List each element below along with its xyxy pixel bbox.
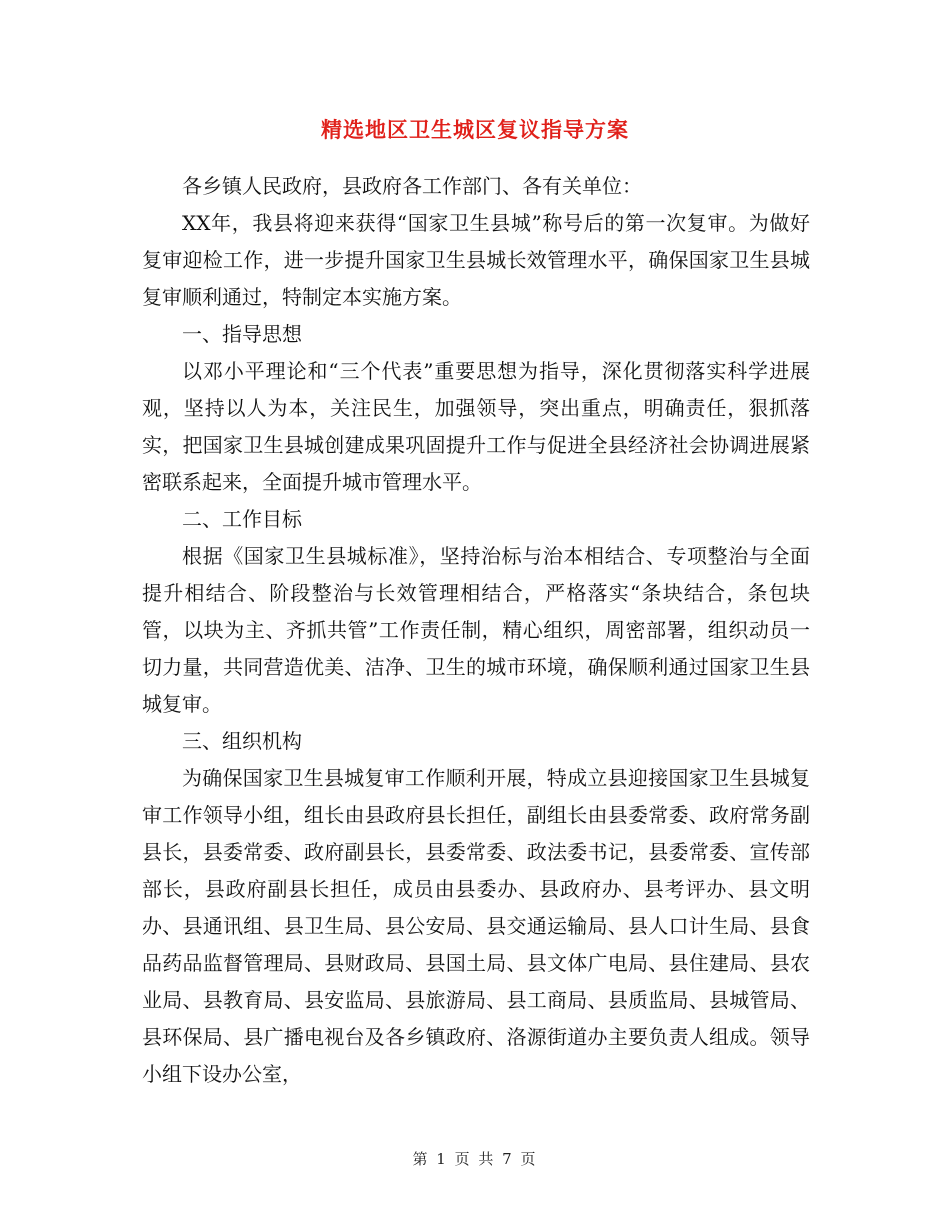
document-title: 精选地区卫生城区复议指导方案 (321, 117, 629, 142)
guiding-thought-paragraph: 以邓小平理论和“三个代表”重要思想为指导，深化贯彻落实科学进展观，坚持以人为本，关注民生，加强领导，突出重点，明确责任，狠抓落实，把国家卫生县城创建成果巩固提升工作与促进全县经济社会协调进展紧密联系起来，全面提升城市管理水平。 (142, 359, 810, 494)
document-body (142, 168, 810, 1093)
intro-paragraph: XX年，我县将迎来获得“国家卫生县城”称号后的第一次复审。为做好复审迎检工作，进一步提升国家卫生县城长效管理水平，确保国家卫生县城复审顺利通过，特制定本实施方案。 (142, 211, 810, 309)
organization-paragraph: 为确保国家卫生县城复审工作顺利开展，特成立县迎接国家卫生县城复审工作领导小组，组长由县政府县长担任，副组长由县委常委、政府常务副县长，县委常委、政府副县长，县委常委、政法委书记，县委常委、宣传部部长，县政府副县长担任，成员由县委办、县政府办、县考评办、县文明办、县通讯组、县卫生局、县公安局、县交通运输局、县人口计生局、县食品药品监督管理局、县财政局、县国土局、县文体广电局、县住建局、县农业局、县教育局、县安监局、县旅游局、县工商局、县质监局、县城管局、县环保局、县广播电视台及各乡镇政府、洛源街道办主要负责人组成。领导小组下设办公室， (142, 766, 810, 1086)
section-heading-organization: 三、组织机构 (182, 729, 302, 753)
page-number-footer: 第 1 页 共 7 页 (412, 1150, 538, 1168)
work-goals-paragraph: 根据《国家卫生县城标准》，坚持治标与治本相结合、专项整治与全面提升相结合、阶段整治与长效管理相结合，严格落实“条块结合，条包块管，以块为主、齐抓共管”工作责任制，精心组织，周密部署，组织动员一切力量，共同营造优美、洁净、卫生的城市环境，确保顺利通过国家卫生县城复审。 (142, 544, 810, 716)
section-heading-work-goals: 二、工作目标 (182, 507, 302, 531)
section-heading-guiding-thought: 一、指导思想 (182, 322, 302, 346)
salutation-paragraph: 各乡镇人民政府，县政府各工作部门、各有关单位： (182, 174, 642, 198)
